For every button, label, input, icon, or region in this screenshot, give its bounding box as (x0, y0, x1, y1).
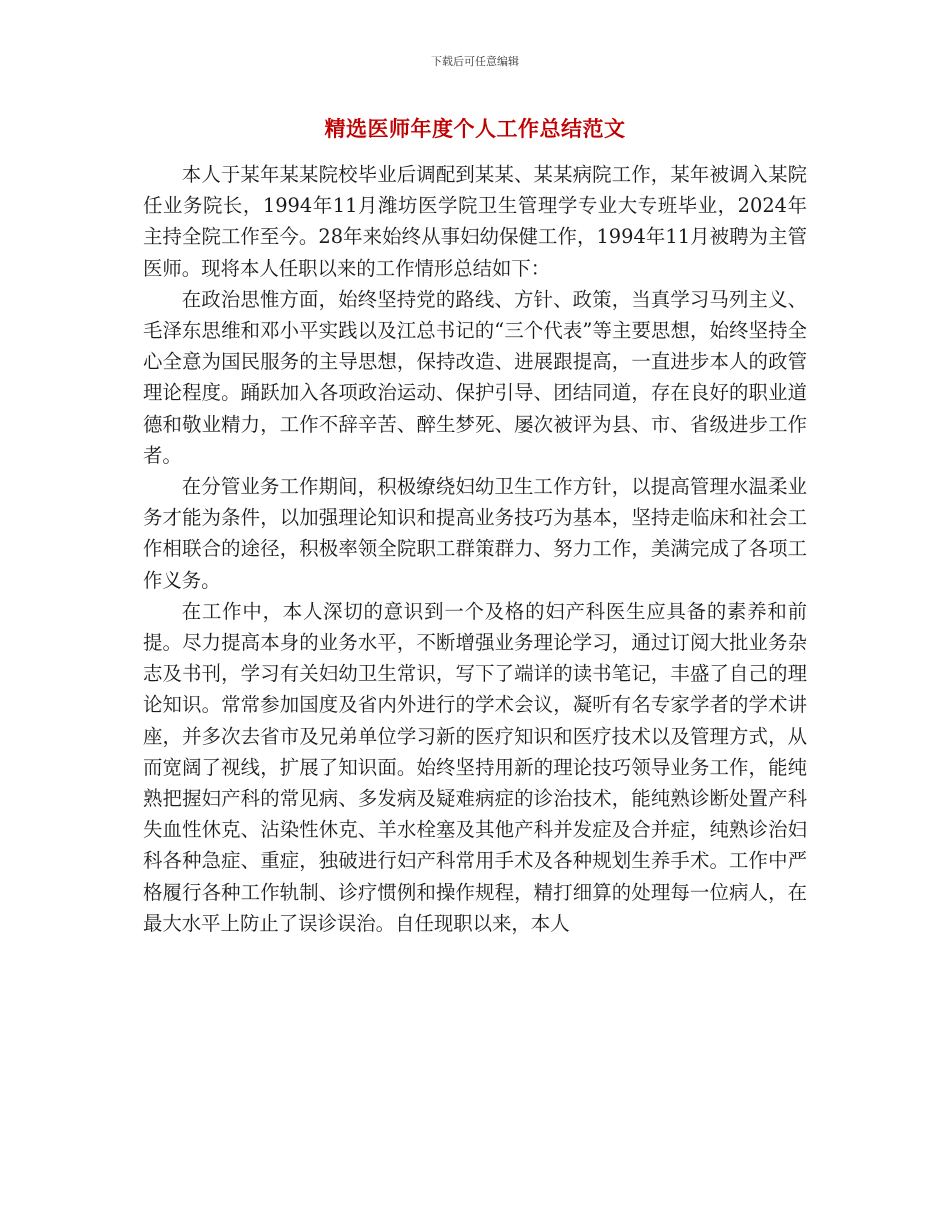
document-title: 精选医师年度个人工作总结范文 (324, 117, 626, 141)
header-note: 下载后可任意编辑 (431, 55, 519, 68)
paragraph: 在政治思惟方面，始终坚持党的路线、方针、政策，当真学习马列主义、毛泽东思维和邓小平实践以及江总书记的“三个代表”等主要思想，始终坚持全心全意为国民服务的主导思想，保持改造、进展跟提高，一直进步本人的政管理论程度。踊跃加入各项政治运动、保护引导、团结同道，存在良好的职业道德和敬业精力，工作不辞辛苦、醉生梦死、屡次被评为县、市、省级进步工作者。 (143, 287, 807, 467)
paragraph: 在工作中，本人深切的意识到一个及格的妇产科医生应具备的素养和前提。尽力提高本身的业务水平，不断增强业务理论学习，通过订阅大批业务杂志及书刊，学习有关妇幼卫生常识，写下了端详的读书笔记，丰盛了自己的理论知识。常常参加国度及省内外进行的学术会议，凝听有名专家学者的学术讲座，并多次去省市及兄弟单位学习新的医疗知识和医疗技术以及管理方式，从而宽阔了视线，扩展了知识面。始终坚持用新的理论技巧领导业务工作，能纯熟把握妇产科的常见病、多发病及疑难病症的诊治技术，能纯熟诊断处置产科失血性休克、沾染性休克、羊水栓塞及其他产科并发症及合并症，纯熟诊治妇科各种急症、重症，独破进行妇产科常用手术及各种规划生养手术。工作中严格履行各种工作轨制、诊疗惯例和操作规程，精打细算的处理每一位病人，在最大水平上防止了误诊误治。自任现职以来，本人 (143, 599, 807, 935)
paragraph: 在分管业务工作期间，积极缭绕妇幼卫生工作方针，以提高管理水温柔业务才能为条件，以加强理论知识和提高业务技巧为基本，坚持走临床和社会工作相联合的途径，积极率领全院职工群策群力、努力工作，美满完成了各项工作义务。 (143, 475, 807, 592)
paragraph: 本人于某年某某院校毕业后调配到某某、某某病院工作，某年被调入某院任业务院长，1994年11月潍坊医学院卫生管理学专业大专班毕业，2024年主持全院工作至今。28年来始终从事妇幼保健工作，1994年11月被聘为主管医师。现将本人任职以来的工作情形总结如下： (143, 163, 807, 280)
document-body (143, 159, 807, 939)
